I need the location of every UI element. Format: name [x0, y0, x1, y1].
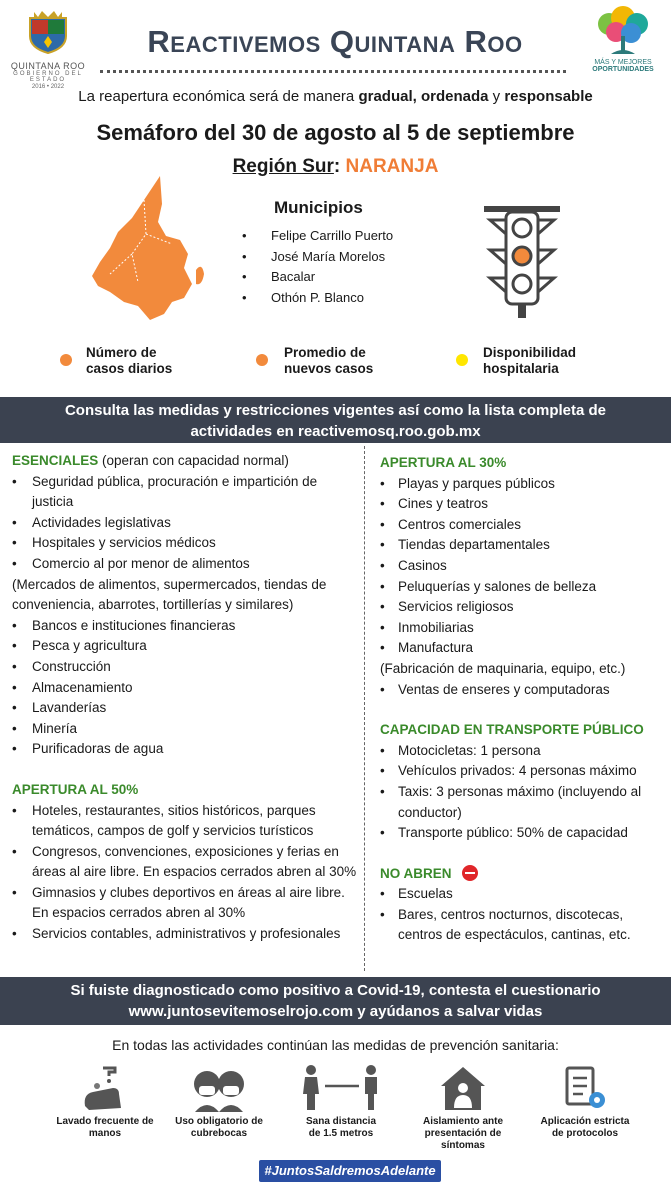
checklist-icon [559, 1064, 611, 1112]
mask-icon [191, 1064, 247, 1112]
covid-banner [0, 977, 671, 1025]
indicator-line1: Número de [86, 345, 157, 360]
prevencion-label: Sana distancia [305, 1116, 377, 1127]
no-abren-heading: NO ABREN [380, 864, 670, 885]
prevencion-label: manos [88, 1128, 122, 1139]
consulta-line2: actividades en reactivemosq.roo.gob.mx [190, 423, 481, 440]
quintana-roo-logo [8, 8, 88, 90]
list-item: • Pesca y agricultura [12, 636, 357, 657]
list-item: • Transporte público: 50% de capacidad [380, 823, 670, 844]
intro-pre: La reapertura económica será de manera [78, 88, 359, 105]
prevencion-item [50, 1064, 160, 1140]
intro-responsable: responsable [504, 88, 593, 105]
consulta-line1: Consulta las medidas y restricciones vigentes así como la lista completa de [64, 402, 607, 419]
list-item: • Hospitales y servicios médicos [12, 533, 357, 554]
list-item: • Servicios religiosos [380, 597, 670, 618]
crest-icon [26, 8, 70, 54]
list-item: • Seguridad pública, procuración e impartición de justicia [12, 472, 357, 513]
municipio-item: • Felipe Carrillo Puerto [242, 228, 394, 243]
right-column [380, 453, 670, 946]
list-item: • Servicios contables, administrativos y profesionales [12, 924, 357, 945]
home-isolation-icon [437, 1064, 489, 1112]
municipio-item: • Othón P. Blanco [242, 289, 364, 305]
list-item: • Motocicletas: 1 persona [380, 741, 670, 762]
prevencion-title: En todas las actividades continúan las medidas de prevención sanitaria: [112, 1037, 559, 1053]
intro-text [0, 88, 671, 105]
list-item: • Hoteles, restaurantes, sitios históricos, parques temáticos, campos de golf y servicios turísticos [12, 801, 357, 842]
indicator-line2: nuevos casos [284, 361, 374, 376]
covid-line2: www.juntosevitemoselrojo.com y ayúdanos a salvar vidas [128, 1003, 543, 1020]
transporte-heading: CAPACIDAD EN TRANSPORTE PÚBLICO [380, 722, 644, 738]
list-item: • Bancos e instituciones financieras [12, 616, 357, 637]
esenciales-note: (Mercados de alimentos, supermercados, tiendas de conveniencia, abarrotes, tortillerías y similares) [12, 576, 327, 613]
intro-ordenada: ordenada [420, 88, 489, 105]
indicator-line1: Promedio de [284, 345, 366, 360]
region-map [88, 174, 218, 324]
list-item: • Ventas de enseres y computadoras [380, 680, 670, 701]
prevencion-item [530, 1064, 640, 1140]
logo-left-name: QUINTANA ROO [10, 61, 86, 71]
left-column [12, 451, 357, 945]
no-entry-icon [462, 865, 478, 881]
indicator-line1: Disponibilidad [483, 345, 576, 360]
list-item: • Inmobiliarias [380, 618, 670, 639]
logo-left-years: 2016 • 2022 [31, 84, 65, 90]
prevencion-item [164, 1064, 274, 1140]
apertura30-note: (Fabricación de maquinaria, equipo, etc.) [380, 660, 626, 676]
covid-line1: Si fuiste diagnosticado como positivo a Covid-19, contesta el cuestionario [70, 982, 601, 999]
list-item: • Casinos [380, 556, 670, 577]
indicator-dot [60, 354, 72, 366]
list-item: • Purificadoras de agua [12, 739, 357, 760]
list-item: • Centros comerciales [380, 515, 670, 536]
municipios-title: Municipios [274, 198, 363, 217]
prevencion-label: de 1.5 metros [308, 1128, 374, 1139]
prevencion-icons [0, 1064, 671, 1154]
tree-icon [591, 6, 655, 58]
prevencion-label: de protocolos [551, 1128, 619, 1139]
indicator-line2: hospitalaria [483, 361, 559, 376]
logo-left-sub: GOBIERNO DEL ESTADO [13, 71, 83, 83]
list-item: • Congresos, convenciones, exposiciones y ferias en áreas al aire libre. En espacios cerrados abren al 30% [12, 842, 357, 883]
apertura30-heading: APERTURA AL 30% [380, 455, 507, 470]
list-item: • Vehículos privados: 4 personas máximo [380, 761, 670, 782]
list-item: • Comercio al por menor de alimentos [12, 554, 357, 575]
list-item: • Playas y parques públicos [380, 474, 670, 495]
title-divider [100, 70, 566, 73]
prevencion-label: presentación de [424, 1128, 502, 1139]
municipio-item: • Bacalar [242, 269, 316, 284]
distance-icon [301, 1064, 381, 1112]
list-item: • Construcción [12, 657, 357, 678]
semaforo-heading: Semáforo del 30 de agosto al 5 de septiembre [96, 120, 575, 145]
prevencion-label: cubrebocas [190, 1128, 248, 1139]
region-colon: : [333, 156, 341, 177]
list-item: • Almacenamiento [12, 678, 357, 699]
intro-gradual: gradual [358, 88, 413, 105]
municipios-list [242, 228, 393, 310]
list-item: • Tiendas departamentales [380, 535, 670, 556]
logo-right-line2: OPORTUNIDADES [592, 66, 654, 73]
list-item: • Lavanderías [12, 698, 357, 719]
municipio-item: • José María Morelos [242, 248, 386, 264]
list-item: • Gimnasios y clubes deportivos en áreas al aire libre. En espacios cerrados abren al 30% [12, 883, 357, 924]
handwash-icon [79, 1064, 131, 1112]
traffic-light-icon [484, 206, 560, 318]
prevencion-item [408, 1064, 518, 1152]
logo-right-line1: MÁS Y MEJORES [594, 59, 652, 66]
esenciales-heading: ESENCIALES (operan con capacidad normal) [12, 453, 289, 468]
list-item: • Escuelas [380, 884, 670, 905]
intro-sep1: , [412, 88, 421, 105]
page-title: Reactivemos Quintana Roo [147, 24, 523, 59]
region-label: Región Sur [232, 156, 334, 177]
prevencion-label: Aislamiento ante [422, 1116, 504, 1127]
indicators [0, 344, 671, 384]
hashtag-badge: #JuntosSaldremosAdelante [259, 1160, 441, 1182]
prevencion-label: Uso obligatorio de [175, 1116, 263, 1127]
oportunidades-logo [578, 6, 668, 86]
region-value: NARANJA [345, 156, 439, 177]
list-item: • Actividades legislativas [12, 513, 357, 534]
prevencion-label: Aplicación estricta [540, 1116, 630, 1127]
list-item: • Peluquerías y salones de belleza [380, 577, 670, 598]
intro-sep2: y [488, 88, 505, 105]
prevencion-label: Lavado frecuente de [56, 1116, 154, 1127]
list-item: • Minería [12, 719, 357, 740]
list-item: • Bares, centros nocturnos, discotecas, centros de espectáculos, cantinas, etc. [380, 905, 670, 946]
list-item: • Taxis: 3 personas máximo (incluyendo al conductor) [380, 782, 670, 823]
indicator-line2: casos diarios [86, 361, 173, 376]
list-item: • Cines y teatros [380, 494, 670, 515]
apertura50-heading: APERTURA AL 50% [12, 781, 139, 797]
prevencion-label: síntomas [441, 1140, 485, 1151]
indicator-dot [256, 354, 268, 366]
indicator-dot [456, 354, 468, 366]
consulta-banner [0, 397, 671, 443]
column-divider [364, 446, 365, 971]
prevencion-item [286, 1064, 396, 1140]
list-item: • Manufactura [380, 638, 670, 659]
